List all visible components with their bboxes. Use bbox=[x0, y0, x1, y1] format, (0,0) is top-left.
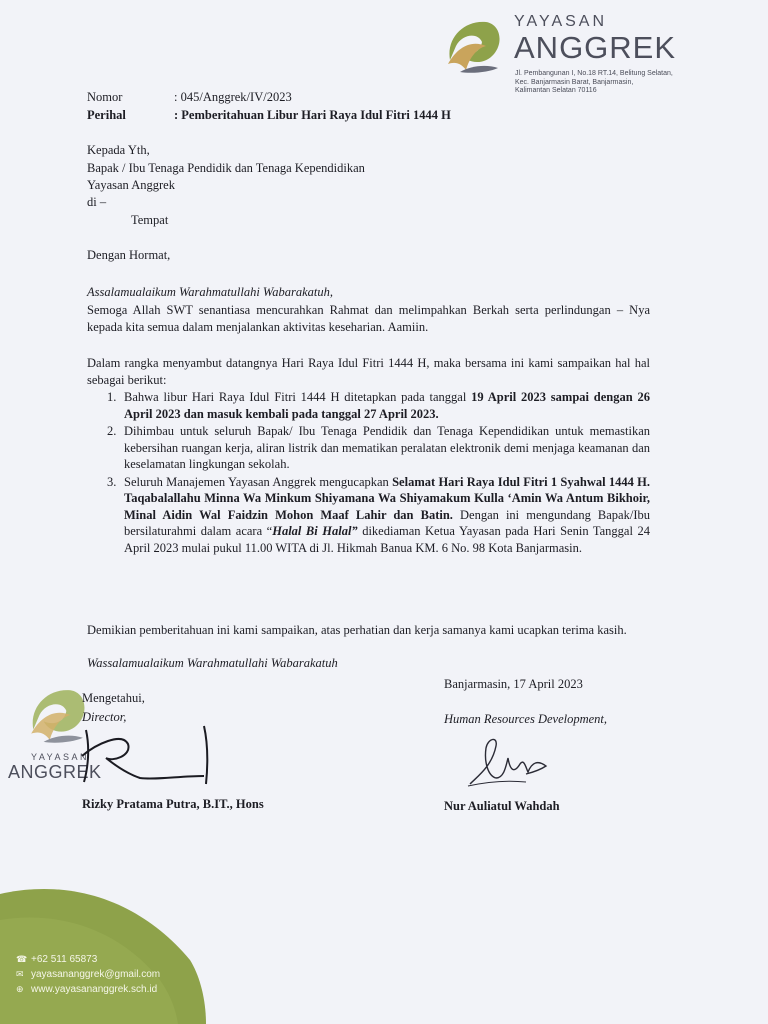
director-signature-icon bbox=[76, 722, 216, 788]
item-text-bold: 19 April 2023 sampai dengan 26 April 2023 dan masuk kembali pada tanggal 27 April 2023. bbox=[124, 390, 650, 421]
director-name: Rizky Pratama Putra, B.IT., Hons bbox=[82, 797, 264, 811]
address-line: Kalimantan Selatan 70116 bbox=[515, 87, 597, 94]
list-item bbox=[87, 389, 650, 422]
footer-email bbox=[16, 969, 160, 980]
list-number: 2. bbox=[107, 424, 117, 438]
address-line: Jl. Pembangunan I, No.18 RT.14, Belitung Selatan, bbox=[515, 70, 673, 77]
greeting: Dengan Hormat, bbox=[87, 248, 171, 262]
foundation-logo-icon bbox=[442, 16, 502, 74]
email-text: yayasananggrek@gmail.com bbox=[31, 969, 161, 980]
web-text: www.yayasananggrek.sch.id bbox=[31, 984, 158, 995]
item-text: Seluruh Manajemen Yayasan Anggrek mengucapkan bbox=[124, 474, 393, 489]
recipient-line: Kepada Yth, bbox=[87, 143, 150, 157]
list-number: 3. bbox=[107, 474, 117, 489]
hrd-signature-icon bbox=[466, 732, 556, 792]
director-role: Director, bbox=[82, 710, 127, 724]
nomor-label: Nomor bbox=[87, 90, 123, 104]
salam: Assalamualaikum Warahmatullahi Wabarakatuh, bbox=[87, 285, 333, 299]
phone-icon: ☎ bbox=[16, 954, 28, 964]
mail-icon: ✉ bbox=[16, 969, 24, 979]
hrd-role: Human Resources Development, bbox=[444, 712, 608, 726]
footer-web bbox=[16, 984, 157, 995]
list-item bbox=[87, 423, 650, 473]
stamp-subtitle: YAYASAN bbox=[31, 752, 90, 762]
brand-title: ANGGREK bbox=[514, 30, 677, 65]
nomor-value: : 045/Anggrek/IV/2023 bbox=[174, 90, 292, 104]
recipient-line: Tempat bbox=[131, 213, 169, 227]
stamp-title: ANGGREK bbox=[8, 762, 102, 782]
phone-text: +62 511 65873 bbox=[31, 954, 98, 965]
list-item bbox=[87, 474, 650, 557]
item-text-bold: Selamat Hari Raya Idul Fitri 1 Syahwal 1444 H. Taqabalallahu Minna Wa Minkum Shiyamana Wa Shiyamakum Kulla ‘Amin Wa Antum Bikhoir, Minal Aidin Wal Faidzin Mohon Maaf Lahir dan Batin. bbox=[124, 474, 650, 522]
recipient-line: di – bbox=[87, 195, 107, 209]
hrd-name: Nur Auliatul Wahdah bbox=[444, 799, 560, 813]
item-text: Bahwa libur Hari Raya Idul Fitri 1444 H ditetapkan pada tanggal bbox=[124, 390, 472, 404]
item-text: Dengan ini mengundang Bapak/Ibu bersilaturahmi dalam acara “ bbox=[124, 507, 650, 538]
globe-icon: ⊕ bbox=[16, 984, 24, 994]
footer-phone bbox=[16, 954, 97, 965]
perihal-label: Perihal bbox=[87, 108, 126, 122]
recipient-line: Bapak / Ibu Tenaga Pendidik dan Tenaga Kependidikan bbox=[87, 161, 365, 175]
address-line: Kec. Banjarmasin Barat, Banjarmasin, bbox=[515, 78, 634, 86]
brand-subtitle: YAYASAN bbox=[514, 13, 608, 30]
list-number: 1. bbox=[107, 390, 117, 404]
item-text: Dihimbau untuk seluruh Bapak/ Ibu Tenaga Pendidik dan Tenaga Kependidikan untuk memastikan kebersihan ruangan kerja, aliran listrik dan mematikan peralatan elektronik demi menjaga keamanan dan keselamatan lingkungan sekolah. bbox=[124, 424, 650, 471]
footer-decoration bbox=[0, 880, 210, 1024]
place-date: Banjarmasin, 17 April 2023 bbox=[444, 677, 583, 691]
mengetahui-label: Mengetahui, bbox=[82, 691, 145, 705]
perihal-value: : Pemberitahuan Libur Hari Raya Idul Fitri 1444 H bbox=[174, 108, 451, 122]
letterhead-address bbox=[515, 70, 725, 96]
lead-paragraph: Dalam rangka menyambut datangnya Hari Raya Idul Fitri 1444 H, maka bersama ini kami sampaikan hal hal sebagai berikut: bbox=[87, 356, 650, 387]
recipient-line: Yayasan Anggrek bbox=[87, 178, 175, 192]
item-text: dikediaman Ketua Yayasan pada Hari Senin Tanggal 24 April 2023 mulai pukul 11.00 WITA di Jl. Hikmah Banua KM. 6 No. 98 Kota Banjarmasin. bbox=[124, 524, 650, 555]
wassalam: Wassalamualaikum Warahmatullahi Wabarakatuh bbox=[87, 656, 338, 670]
intro-paragraph: Semoga Allah SWT senantiasa mencurahkan Rahmat dan melimpahkan Berkah serta perlindungan – Nya kepada kita semua dalam menjalankan aktivitas keseharian. Aamiin. bbox=[87, 303, 650, 334]
closing-paragraph: Demikian pemberitahuan ini kami sampaikan, atas perhatian dan kerja samanya kami ucapkan terima kasih. bbox=[87, 623, 627, 637]
item-text-emphasis: Halal Bi Halal” bbox=[272, 524, 358, 538]
announcement-list bbox=[87, 389, 650, 556]
